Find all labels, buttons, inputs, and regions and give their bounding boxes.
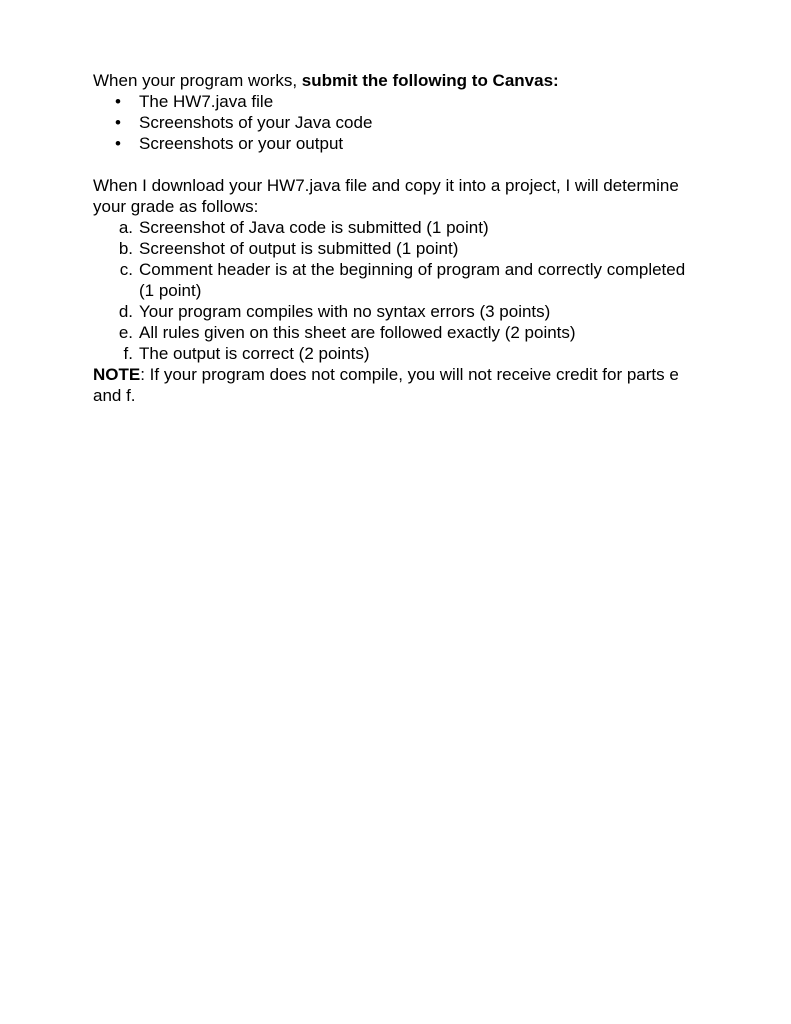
list-item: c. Comment header is at the beginning of program and correctly completed (1 point) bbox=[93, 259, 693, 301]
list-item: • Screenshots of your Java code bbox=[115, 113, 373, 132]
bullet-icon: • bbox=[115, 134, 121, 153]
bullet-icon: • bbox=[115, 92, 121, 111]
submit-intro bbox=[93, 70, 693, 91]
note-label: NOTE bbox=[93, 365, 141, 384]
list-marker: d. bbox=[118, 302, 133, 321]
grading-intro: When I download your HW7.java file and copy it into a project, I will determine your grade as follows: bbox=[93, 176, 679, 216]
list-marker: e. bbox=[118, 323, 133, 342]
list-item: • The HW7.java file bbox=[115, 92, 274, 111]
document-page bbox=[93, 70, 693, 406]
grading-list bbox=[93, 217, 693, 364]
list-marker: b. bbox=[118, 239, 133, 258]
paragraph-gap bbox=[93, 154, 693, 175]
list-item: a. Screenshot of Java code is submitted (1 point) bbox=[93, 217, 693, 238]
list-marker: a. bbox=[118, 218, 133, 237]
list-item: f. The output is correct (2 points) bbox=[93, 343, 693, 364]
list-marker: c. bbox=[119, 260, 133, 279]
bullet-icon: • bbox=[115, 113, 121, 132]
list-marker: f. bbox=[123, 344, 133, 363]
submit-list bbox=[93, 91, 693, 154]
list-item: • Screenshots or your output bbox=[115, 134, 344, 153]
list-item: e. All rules given on this sheet are followed exactly (2 points) bbox=[93, 322, 693, 343]
list-item: d. Your program compiles with no syntax errors (3 points) bbox=[93, 301, 693, 322]
list-item: b. Screenshot of output is submitted (1 point) bbox=[93, 238, 693, 259]
submit-intro-lead: When your program works, bbox=[93, 71, 302, 90]
submit-intro-bold: submit the following to Canvas: bbox=[301, 71, 559, 90]
note-paragraph bbox=[93, 364, 693, 406]
note-text: : If your program does not compile, you will not receive credit for parts e and f. bbox=[93, 365, 679, 405]
